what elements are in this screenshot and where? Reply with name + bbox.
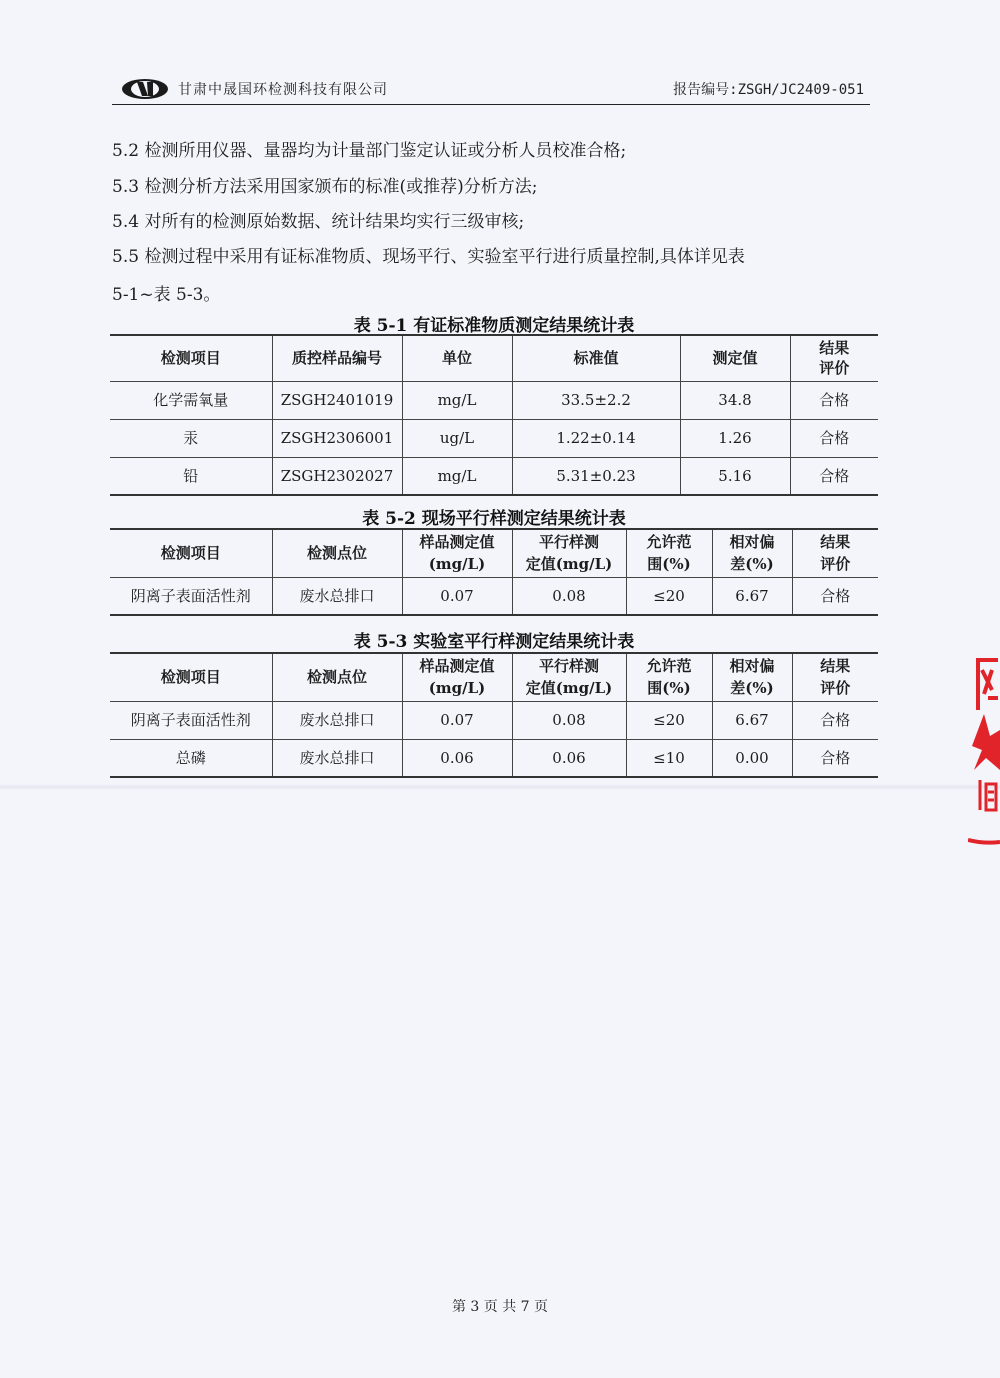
table2 bbox=[110, 528, 878, 616]
table-cell: 合格 bbox=[792, 701, 878, 739]
header-cell: 检测点位 bbox=[272, 653, 402, 701]
table-cell: 0.08 bbox=[512, 577, 626, 615]
table-row bbox=[110, 701, 878, 739]
table-row bbox=[110, 457, 878, 495]
header-cell bbox=[512, 529, 626, 577]
paragraph-5-4: 5.4 对所有的检测原始数据、统计结果均实行三级审核; bbox=[112, 212, 525, 232]
header-line: 结果 bbox=[820, 657, 851, 676]
header-line: 结果 bbox=[819, 339, 850, 358]
header-line: (mg/L) bbox=[428, 679, 486, 698]
table-cell: 合格 bbox=[790, 381, 878, 419]
company-name: 甘肃中晟国环检测科技有限公司 bbox=[178, 82, 388, 98]
table-cell: 33.5±2.2 bbox=[512, 381, 680, 419]
header-cell: 检测点位 bbox=[272, 529, 402, 577]
table-cell: 阴离子表面活性剂 bbox=[110, 577, 272, 615]
table-row bbox=[110, 419, 878, 457]
header-line: 相对偏 bbox=[729, 657, 775, 676]
table-cell: 0.06 bbox=[512, 739, 626, 777]
table-cell: 总磷 bbox=[110, 739, 272, 777]
header-line: 平行样测 bbox=[538, 657, 599, 676]
table3-caption: 表 5-3 实验室平行样测定结果统计表 bbox=[353, 632, 635, 652]
table-cell: mg/L bbox=[402, 381, 512, 419]
header-line: 围(%) bbox=[647, 679, 691, 698]
table-cell: ≤10 bbox=[626, 739, 712, 777]
header-cell bbox=[626, 653, 712, 701]
header-line: 允许范 bbox=[646, 657, 692, 676]
header-line: 样品测定值 bbox=[419, 657, 495, 676]
table-header-row bbox=[110, 529, 878, 577]
table-cell: 0.06 bbox=[402, 739, 512, 777]
table-cell: 0.07 bbox=[402, 577, 512, 615]
header-cell bbox=[402, 653, 512, 701]
header-cell bbox=[712, 529, 792, 577]
header-line: 平行样测 bbox=[538, 533, 599, 552]
table-cell: 废水总排口 bbox=[272, 739, 402, 777]
table1 bbox=[110, 334, 878, 496]
header-cell: 标准值 bbox=[512, 335, 680, 381]
table-header-row bbox=[110, 653, 878, 701]
page-header bbox=[112, 76, 870, 105]
table-cell: ≤20 bbox=[626, 701, 712, 739]
header-cell bbox=[626, 529, 712, 577]
table-row bbox=[110, 739, 878, 777]
header-line: 差(%) bbox=[730, 555, 774, 574]
table-cell: ug/L bbox=[402, 419, 512, 457]
paragraph-5-3: 5.3 检测分析方法采用国家颁布的标准(或推荐)分析方法; bbox=[112, 177, 538, 197]
header-line: 定值(mg/L) bbox=[525, 555, 613, 574]
header-cell: 检测项目 bbox=[110, 335, 272, 381]
table2-caption: 表 5-2 现场平行样测定结果统计表 bbox=[362, 509, 626, 529]
header-cell: 单位 bbox=[402, 335, 512, 381]
table-cell: ZSGH2302027 bbox=[272, 457, 402, 495]
table-row bbox=[110, 381, 878, 419]
table-cell: 合格 bbox=[790, 457, 878, 495]
table-cell: ZSGH2401019 bbox=[272, 381, 402, 419]
header-cell bbox=[790, 335, 878, 381]
table-cell: 6.67 bbox=[712, 701, 792, 739]
table-cell: 0.07 bbox=[402, 701, 512, 739]
header-cell: 检测项目 bbox=[110, 529, 272, 577]
table-cell: ≤20 bbox=[626, 577, 712, 615]
header-line: 样品测定值 bbox=[419, 533, 495, 552]
table-header-row bbox=[110, 335, 878, 381]
table3 bbox=[110, 652, 878, 778]
header-line: 差(%) bbox=[730, 679, 774, 698]
company-logo-icon bbox=[120, 78, 170, 100]
header-cell: 质控样品编号 bbox=[272, 335, 402, 381]
header-line: 评价 bbox=[820, 679, 851, 698]
table-cell: 0.00 bbox=[712, 739, 792, 777]
header-cell: 检测项目 bbox=[110, 653, 272, 701]
table-cell: 合格 bbox=[790, 419, 878, 457]
table-cell: 5.31±0.23 bbox=[512, 457, 680, 495]
header-cell bbox=[402, 529, 512, 577]
paragraph-5-5: 5.5 检测过程中采用有证标准物质、现场平行、实验室平行进行质量控制,具体详见表 bbox=[112, 247, 745, 267]
page-footer: 第 3 页 共 7 页 bbox=[451, 1299, 549, 1315]
header-line: 评价 bbox=[820, 555, 851, 574]
header-cell bbox=[792, 529, 878, 577]
table-cell: 0.08 bbox=[512, 701, 626, 739]
scan-artifact bbox=[0, 784, 1000, 790]
table-cell: 6.67 bbox=[712, 577, 792, 615]
header-line: 相对偏 bbox=[729, 533, 775, 552]
table-row bbox=[110, 577, 878, 615]
table-cell: mg/L bbox=[402, 457, 512, 495]
table-cell: ZSGH2306001 bbox=[272, 419, 402, 457]
header-cell bbox=[712, 653, 792, 701]
table-cell: 化学需氧量 bbox=[110, 381, 272, 419]
table-cell: 1.22±0.14 bbox=[512, 419, 680, 457]
table-cell: 34.8 bbox=[680, 381, 790, 419]
header-line: 定值(mg/L) bbox=[525, 679, 613, 698]
header-line: 评价 bbox=[819, 359, 850, 378]
report-number: 报告编号:ZSGH/JC2409-051 bbox=[673, 82, 864, 98]
table-cell: 废水总排口 bbox=[272, 701, 402, 739]
table1-caption: 表 5-1 有证标准物质测定结果统计表 bbox=[353, 316, 635, 336]
red-seal-stamp-icon bbox=[968, 650, 1000, 850]
paragraph-5-5-cont: 5-1~表 5-3。 bbox=[112, 285, 221, 305]
table-cell: 5.16 bbox=[680, 457, 790, 495]
header-line: 允许范 bbox=[646, 533, 692, 552]
header-cell: 测定值 bbox=[680, 335, 790, 381]
header-line: 围(%) bbox=[647, 555, 691, 574]
header-line: (mg/L) bbox=[428, 555, 486, 574]
table-cell: 合格 bbox=[792, 739, 878, 777]
header-line: 结果 bbox=[820, 533, 851, 552]
table-cell: 阴离子表面活性剂 bbox=[110, 701, 272, 739]
paragraph-5-2: 5.2 检测所用仪器、量器均为计量部门鉴定认证或分析人员校准合格; bbox=[112, 141, 627, 161]
header-cell bbox=[512, 653, 626, 701]
table-cell: 废水总排口 bbox=[272, 577, 402, 615]
table-cell: 铅 bbox=[110, 457, 272, 495]
table-cell: 合格 bbox=[792, 577, 878, 615]
table-cell: 1.26 bbox=[680, 419, 790, 457]
header-cell bbox=[792, 653, 878, 701]
table-cell: 汞 bbox=[110, 419, 272, 457]
